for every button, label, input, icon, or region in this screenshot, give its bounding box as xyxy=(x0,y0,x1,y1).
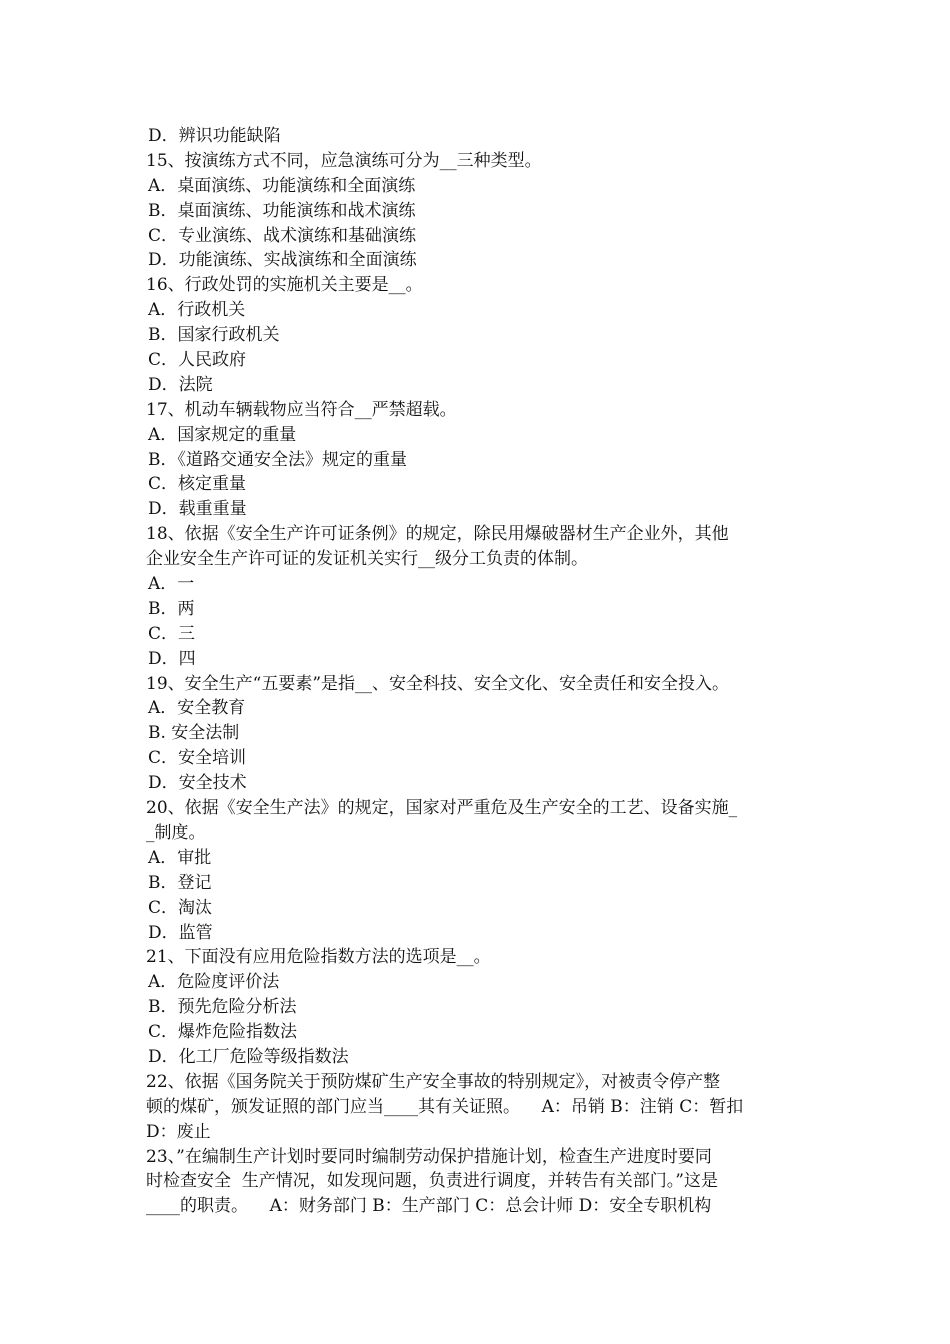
answer-option: B．两 xyxy=(148,598,195,619)
answer-option: D．安全技术 xyxy=(148,773,247,794)
question-text-line: 企业安全生产许可证的发证机关实行__级分工负责的体制。 xyxy=(146,549,588,570)
answer-option: B．预先危险分析法 xyxy=(148,997,297,1018)
answer-option: C．核定重量 xyxy=(148,474,247,495)
answer-option: B. 安全法制 xyxy=(148,723,240,744)
question-text-line: 18、依据《安全生产许可证条例》的规定，除民用爆破器材生产企业外，其他 xyxy=(146,524,729,545)
answer-option: A．行政机关 xyxy=(148,300,246,321)
answer-option: C．安全培训 xyxy=(148,748,247,769)
answer-option: A．国家规定的重量 xyxy=(148,424,297,445)
question-text-line: ____的职责。 A：财务部门 B：生产部门 C：总会计师 D：安全专职机构 xyxy=(146,1196,712,1217)
answer-option: A．危险度评价法 xyxy=(148,972,280,993)
answer-option: D．辨识功能缺陷 xyxy=(148,126,281,146)
answer-option: A．一 xyxy=(148,574,195,595)
answer-option: B．桌面演练、功能演练和战术演练 xyxy=(148,200,416,221)
question-text-line: 20、依据《安全生产法》的规定，国家对严重危及生产安全的工艺、设备实施_ xyxy=(146,798,738,819)
answer-option: D．监管 xyxy=(148,922,213,943)
answer-option: D．化工厂危险等级指数法 xyxy=(148,1046,349,1067)
answer-option: C．淘汰 xyxy=(148,897,213,918)
question-text-line: 顿的煤矿，颁发证照的部门应当____其有关证照。 A：吊销 B：注销 C：暂扣 xyxy=(146,1096,744,1117)
answer-option: A．安全教育 xyxy=(148,698,246,719)
answer-option: A．桌面演练、功能演练和全面演练 xyxy=(148,175,416,196)
answer-option: C．爆炸危险指数法 xyxy=(148,1022,298,1043)
document-body xyxy=(146,124,808,1219)
answer-option: C．三 xyxy=(148,623,196,644)
question-text-line: 23、”在编制生产计划时要同时编制劳动保护措施计划，检查生产进度时要同 xyxy=(146,1146,712,1167)
answer-option: D．载重重量 xyxy=(148,499,247,520)
answer-option: D．功能演练、实战演练和全面演练 xyxy=(148,250,417,271)
answer-option: B．《道路交通安全法》规定的重量 xyxy=(148,449,407,470)
answer-option: D．法院 xyxy=(148,374,213,395)
answer-option: D．四 xyxy=(148,648,196,669)
answer-option: C．专业演练、战术演练和基础演练 xyxy=(148,225,417,246)
question-text-line: 15、按演练方式不同，应急演练可分为__三种类型。 xyxy=(146,150,542,171)
question-text-line: 22、依据《国务院关于预防煤矿生产安全事故的特别规定》，对被责令停产整 xyxy=(146,1071,721,1092)
answer-option: A．审批 xyxy=(148,847,212,868)
question-text-line: 16、行政处罚的实施机关主要是__。 xyxy=(146,275,423,296)
answer-option: B．国家行政机关 xyxy=(148,325,280,346)
answer-option: C．人民政府 xyxy=(148,350,247,371)
answer-option: B．登记 xyxy=(148,872,212,893)
question-text-line: D：废止 xyxy=(146,1121,211,1142)
question-text-line: _制度。 xyxy=(146,822,206,843)
question-text-line: 17、机动车辆载物应当符合__严禁超载。 xyxy=(146,399,457,420)
question-text-line: 21、下面没有应用危险指数方法的选项是__。 xyxy=(146,947,491,968)
question-text-line: 时检查安全 生产情况，如发现问题，负责进行调度，并转告有关部门。”这是 xyxy=(146,1171,718,1192)
question-text-line: 19、安全生产“五要素”是指__、安全科技、安全文化、安全责任和安全投入。 xyxy=(146,673,730,694)
